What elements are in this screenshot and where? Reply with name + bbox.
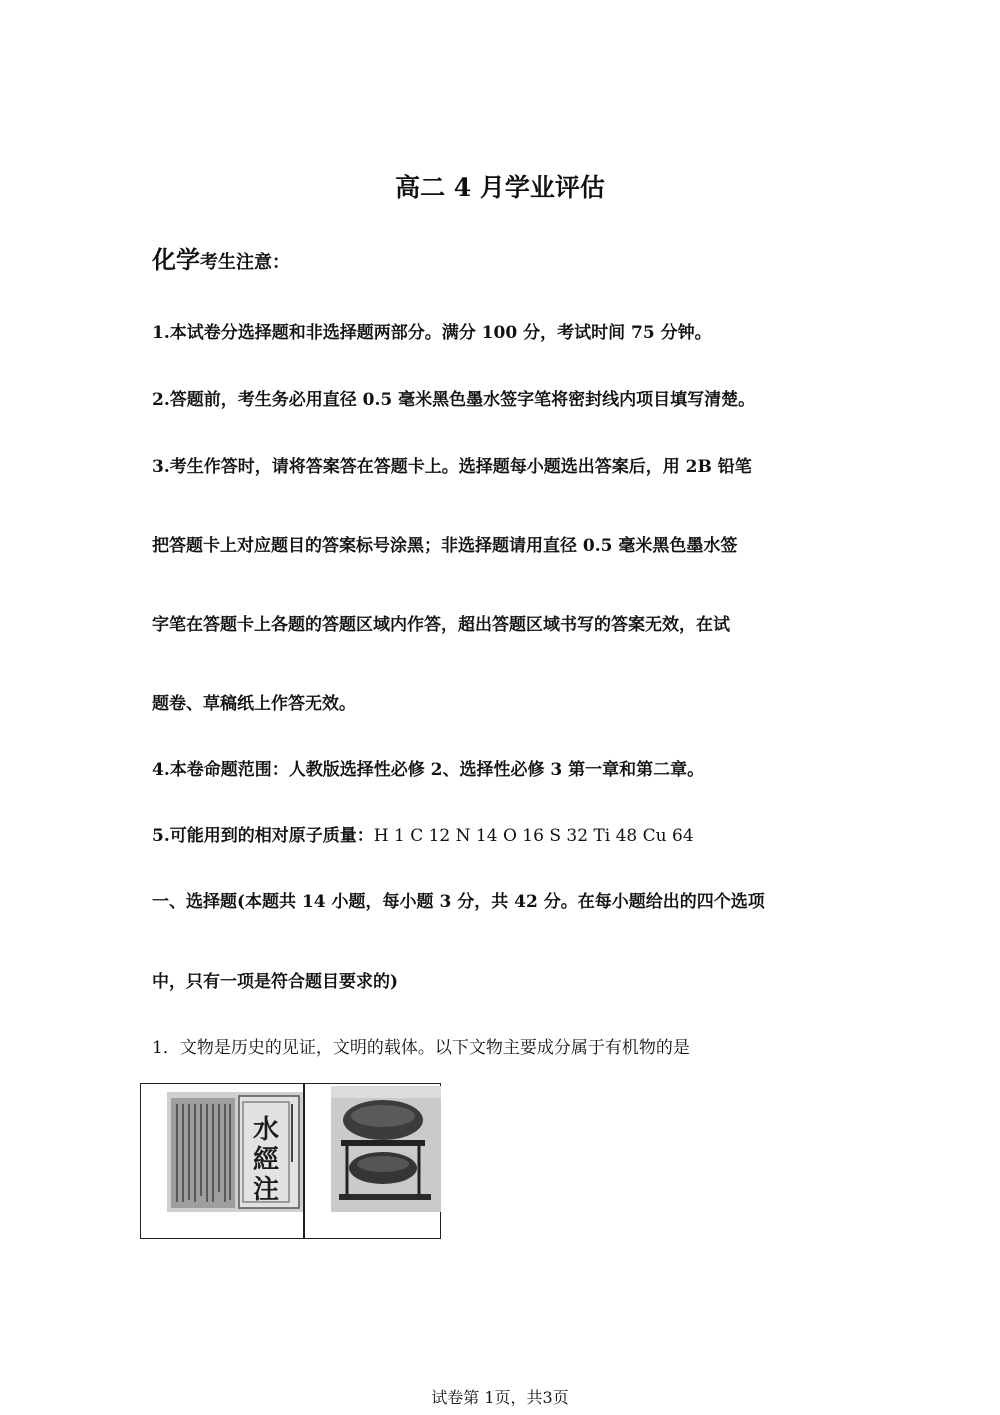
table-divider (303, 1084, 305, 1238)
question-1-image-table (140, 1083, 441, 1239)
atomic-mass-label: 5.可能用到的相对原子质量： (152, 826, 374, 846)
section-1-heading: 一、选择题(本题共 14 小题，每小题 3 分，共 42 分。在每小题给出的四个选项 (152, 892, 765, 912)
section-1-heading-cont: 中，只有一项是符合题目要求的) (152, 972, 399, 992)
exam-title: 高二 4 月学业评估 (395, 173, 605, 202)
instruction-3-cont-2: 字笔在答题卡上各题的答题区域内作答，超出答题区域书写的答案无效，在试 (152, 615, 730, 635)
svg-text:注: 注 (252, 1175, 280, 1205)
page-footer: 试卷第 1页，共3页 (431, 1388, 569, 1407)
question-1-stem: 1．文物是历史的见证，文明的载体。以下文物主要成分属于有机物的是 (152, 1038, 690, 1058)
artifact-image (331, 1086, 441, 1212)
svg-text:水: 水 (252, 1115, 280, 1145)
subject-name: 化学 (152, 245, 200, 274)
instruction-3-cont-3: 题卷、草稿纸上作答无效。 (152, 694, 356, 714)
book-cover-title (253, 1115, 279, 1205)
atomic-mass-values: H 1 C 12 N 14 O 16 S 32 Ti 48 Cu 64 (373, 826, 694, 846)
instruction-5 (152, 821, 694, 846)
notice-label: 考生注意： (200, 252, 290, 273)
book-image (167, 1092, 303, 1212)
instruction-3: 3.考生作答时，请将答案答在答题卡上。选择题每小题选出答案后，用 2B 铅笔 (152, 457, 752, 477)
subject-heading (152, 240, 290, 275)
instruction-3-cont-1: 把答题卡上对应题目的答案标号涂黑；非选择题请用直径 0.5 毫米黑色墨水签 (152, 536, 738, 556)
instruction-4: 4.本卷命题范围：人教版选择性必修 2、选择性必修 3 第一章和第二章。 (152, 760, 705, 780)
instruction-1: 1.本试卷分选择题和非选择题两部分。满分 100 分，考试时间 75 分钟。 (152, 323, 712, 343)
instruction-2: 2.答题前，考生务必用直径 0.5 毫米黑色墨水签字笔将密封线内项目填写清楚。 (152, 390, 756, 410)
svg-text:經: 經 (252, 1145, 280, 1175)
